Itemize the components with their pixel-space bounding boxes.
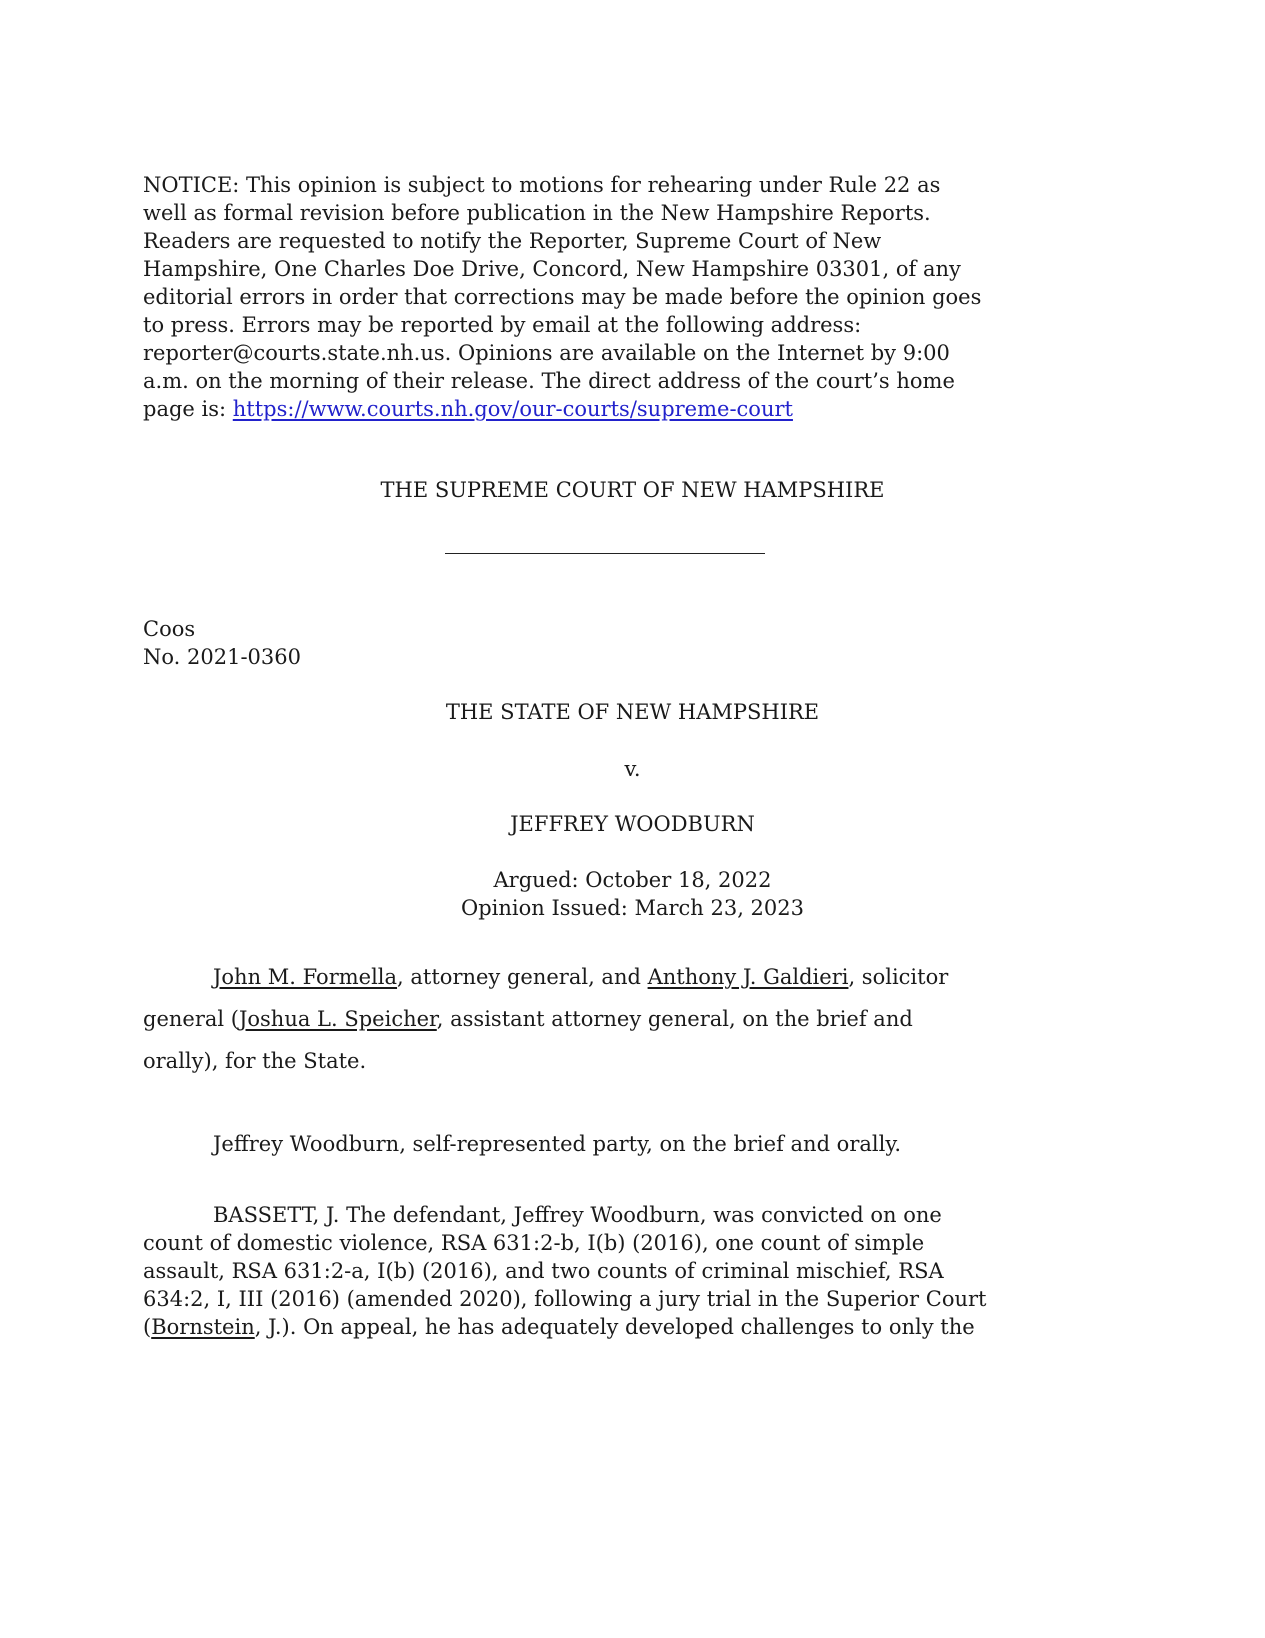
counsel-text: , solicitor (848, 965, 949, 989)
opinion-line: BASSETT, J. The defendant, Jeffrey Woodburn, was convicted on one (213, 1203, 942, 1227)
counsel-line (143, 998, 1083, 1040)
opinion-line: assault, RSA 631:2-a, I(b) (2016), and two counts of criminal mischief, RSA (143, 1259, 944, 1283)
notice-paragraph (143, 171, 1083, 423)
counsel-text: general ( (143, 1007, 239, 1031)
counsel-name: Joshua L. Speicher (238, 1007, 437, 1031)
counsel-text: , attorney general, and (397, 965, 648, 989)
notice-line: Readers are requested to notify the Reporter, Supreme Court of New (143, 229, 882, 253)
counsel-defendant (143, 1130, 1083, 1158)
plaintiff: THE STATE OF NEW HAMPSHIRE (445, 700, 820, 724)
opinion-body (143, 1201, 1083, 1341)
counsel-line: orally), for the State. (143, 1049, 367, 1073)
notice-line: well as formal revision before publication in the New Hampshire Reports. (143, 201, 931, 225)
court-homepage-link[interactable]: https://www.courts.nh.gov/our-courts/supreme-court (232, 397, 793, 421)
argued-date: Argued: October 18, 2022 (493, 868, 772, 892)
court-title: THE SUPREME COURT OF NEW HAMPSHIRE (380, 478, 885, 502)
notice-line: reporter@courts.state.nh.us. Opinions are available on the Internet by 9:00 (143, 341, 950, 365)
opinion-text: , J.). On appeal, he has adequately developed challenges to only the (254, 1315, 975, 1339)
notice-line: NOTICE: This opinion is subject to motions for rehearing under Rule 22 as (143, 173, 941, 197)
opinion-line (143, 1313, 1083, 1341)
issued-date: Opinion Issued: March 23, 2023 (461, 896, 804, 920)
notice-line: Hampshire, One Charles Doe Drive, Concord, New Hampshire 03301, of any (143, 257, 961, 281)
counsel-line: Jeffrey Woodburn, self-represented party, on the brief and orally. (213, 1132, 902, 1156)
divider-line (445, 553, 765, 554)
notice-line: editorial errors in order that corrections may be made before the opinion goes (143, 285, 982, 309)
counsel-name: John M. Formella (213, 965, 398, 989)
opinion-text: ( (143, 1315, 152, 1339)
notice-line: to press. Errors may be reported by email at the following address: (143, 313, 862, 337)
versus: v. (624, 757, 641, 781)
defendant: JEFFREY WOODBURN (510, 812, 755, 836)
counsel-state (143, 956, 1083, 1082)
case-header (143, 615, 1083, 671)
judge-name: Bornstein (151, 1315, 255, 1339)
counsel-line (143, 956, 1083, 998)
counsel-text: , assistant attorney general, on the brief and (436, 1007, 913, 1031)
docket-number: No. 2021-0360 (143, 645, 301, 669)
opinion-line: count of domestic violence, RSA 631:2-b, I(b) (2016), one count of simple (143, 1231, 925, 1255)
notice-line: a.m. on the morning of their release. The direct address of the court’s home (143, 369, 955, 393)
county: Coos (143, 617, 196, 641)
opinion-line: 634:2, I, III (2016) (amended 2020), following a jury trial in the Superior Court (143, 1287, 987, 1311)
notice-line (143, 395, 1083, 423)
notice-prefix: page is: (143, 397, 233, 421)
counsel-name: Anthony J. Galdieri (647, 965, 849, 989)
